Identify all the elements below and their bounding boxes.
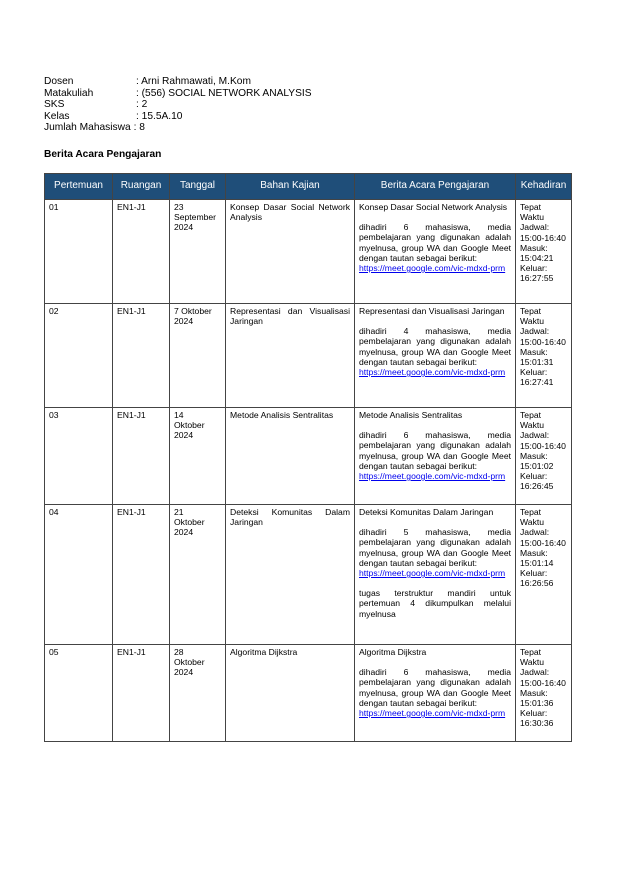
kehadiran-line: Masuk: (520, 450, 548, 461)
table-row (45, 408, 572, 505)
kehadiran-line: 16:30:36 (520, 718, 554, 729)
sks-value: : 2 (136, 99, 148, 111)
cell-ruangan: EN1-J1 (113, 304, 170, 408)
tanggal-line: September (174, 212, 217, 223)
kehadiran-line: 15:00-16:40 (520, 677, 566, 688)
col-header-tanggal: Tanggal (170, 174, 226, 200)
table-row (45, 505, 572, 645)
cell-bahan-kajian: Deteksi Komunitas Dalam Jaringan (226, 505, 355, 645)
kehadiran-line: Waktu (520, 316, 545, 327)
kehadiran-line: Keluar: (520, 568, 548, 579)
cell-tanggal (170, 304, 226, 408)
cell-ruangan: EN1-J1 (113, 505, 170, 645)
kehadiran-line: Masuk: (520, 547, 548, 558)
cell-tanggal (170, 200, 226, 304)
cell-berita-acara (355, 505, 516, 645)
kehadiran-line: 16:26:56 (520, 578, 554, 589)
kehadiran-line: Waktu (520, 420, 545, 431)
cell-berita-acara (355, 645, 516, 742)
cell-ruangan: EN1-J1 (113, 408, 170, 505)
tanggal-line: 28 (174, 647, 184, 657)
kehadiran-line: Tepat (520, 647, 542, 657)
cell-pertemuan: 03 (45, 408, 113, 505)
cell-pertemuan: 05 (45, 645, 113, 742)
cell-tanggal (170, 645, 226, 742)
table-row (45, 645, 572, 742)
col-header-pertemuan: Pertemuan (45, 174, 113, 200)
cell-pertemuan: 04 (45, 505, 113, 645)
berita-extra: tugas terstruktur mandiri untuk pertemuan 4 dikumpulkan melalui myelnusa (359, 588, 511, 619)
kehadiran-line: Keluar: (520, 471, 548, 482)
kehadiran-line: Tepat (520, 306, 542, 316)
kehadiran-line: 16:27:55 (520, 273, 554, 284)
cell-berita-acara (355, 408, 516, 505)
jumlah-label: Jumlah Mahasiswa (44, 122, 131, 134)
matakuliah-value: : (556) SOCIAL NETWORK ANALYSIS (136, 87, 312, 99)
berita-title: Deteksi Komunitas Dalam Jaringan (359, 507, 494, 517)
tanggal-line: 2024 (174, 667, 194, 678)
table-row (45, 200, 572, 304)
kehadiran-line: Keluar: (520, 708, 548, 719)
kehadiran-line: 15:00-16:40 (520, 232, 566, 243)
berita-acara-table (44, 173, 572, 742)
cell-kehadiran (516, 200, 572, 304)
cell-bahan-kajian: Algoritma Dijkstra (226, 645, 355, 742)
jumlah-value: : 8 (133, 122, 145, 134)
cell-kehadiran (516, 505, 572, 645)
berita-body: dihadiri 4 mahasiswa, media pembelajaran yang digunakan adalah myelnusa, group WA dan Google Meet dengan tautan sebagai berikut: (359, 326, 511, 367)
kehadiran-line: Waktu (520, 657, 545, 668)
kehadiran-line: Jadwal: (520, 527, 550, 538)
meet-link[interactable]: https://meet.google.com/vic-mdxd-prm (359, 367, 506, 378)
info-row-matakuliah (44, 88, 312, 100)
tanggal-line: 2024 (174, 527, 194, 538)
kelas-label: Kelas (44, 110, 70, 122)
cell-bahan-kajian: Representasi dan Visualisasi Jaringan (226, 304, 355, 408)
table-header-row (45, 174, 572, 200)
berita-body: dihadiri 5 mahasiswa, media pembelajaran yang digunakan adalah myelnusa, group WA dan Google Meet dengan tautan sebagai berikut: (359, 527, 511, 568)
kehadiran-line: 15:00-16:40 (520, 537, 566, 548)
berita-body: dihadiri 6 mahasiswa, media pembelajaran yang digunakan adalah myelnusa, group WA dan Google Meet dengan tautan sebagai berikut: (359, 667, 511, 708)
kehadiran-line: Masuk: (520, 242, 548, 253)
kehadiran-line: 15:00-16:40 (520, 336, 566, 347)
cell-berita-acara (355, 304, 516, 408)
col-header-bahan-kajian: Bahan Kajian (226, 174, 355, 200)
kehadiran-line: Tepat (520, 507, 542, 517)
tanggal-line: 2024 (174, 222, 194, 233)
kelas-value: : 15.5A.10 (136, 110, 183, 122)
kehadiran-line: Waktu (520, 517, 545, 528)
tanggal-line: Oktober (174, 517, 205, 528)
berita-title: Konsep Dasar Social Network Analysis (359, 202, 508, 212)
cell-ruangan: EN1-J1 (113, 200, 170, 304)
kehadiran-line: Jadwal: (520, 667, 550, 678)
course-info (44, 76, 312, 134)
kehadiran-line: Keluar: (520, 367, 548, 378)
cell-kehadiran (516, 645, 572, 742)
kehadiran-line: 15:01:36 (520, 698, 554, 709)
meet-link[interactable]: https://meet.google.com/vic-mdxd-prm (359, 263, 506, 274)
kehadiran-line: 15:04:21 (520, 253, 554, 264)
kehadiran-line: 15:01:02 (520, 461, 554, 472)
berita-body: dihadiri 6 mahasiswa, media pembelajaran yang digunakan adalah myelnusa, group WA dan Google Meet dengan tautan sebagai berikut: (359, 430, 511, 471)
cell-pertemuan: 02 (45, 304, 113, 408)
kehadiran-line: Tepat (520, 410, 542, 420)
matakuliah-label: Matakuliah (44, 87, 94, 99)
tanggal-line: 2024 (174, 430, 194, 441)
info-row-dosen (44, 76, 312, 88)
cell-tanggal (170, 505, 226, 645)
cell-bahan-kajian: Metode Analisis Sentralitas (226, 408, 355, 505)
cell-ruangan: EN1-J1 (113, 645, 170, 742)
cell-bahan-kajian: Konsep Dasar Social Network Analysis (226, 200, 355, 304)
kehadiran-line: Tepat (520, 202, 542, 212)
kehadiran-line: Masuk: (520, 346, 548, 357)
dosen-value: : Arni Rahmawati, M.Kom (136, 76, 251, 87)
tanggal-line: 2024 (174, 316, 194, 327)
kehadiran-line: 16:27:41 (520, 377, 554, 388)
berita-title: Metode Analisis Sentralitas (359, 410, 463, 420)
info-row-kelas (44, 111, 312, 123)
kehadiran-line: 15:01:14 (520, 558, 554, 569)
kehadiran-line: 15:00-16:40 (520, 440, 566, 451)
cell-kehadiran (516, 304, 572, 408)
tanggal-line: 7 Oktober (174, 306, 212, 316)
kehadiran-line: 16:26:45 (520, 481, 554, 492)
kehadiran-line: Waktu (520, 212, 545, 223)
tanggal-line: 14 (174, 410, 184, 420)
cell-kehadiran (516, 408, 572, 505)
berita-body: dihadiri 6 mahasiswa, media pembelajaran yang digunakan adalah myelnusa, group WA dan Google Meet dengan tautan sebagai berikut: (359, 222, 511, 263)
info-row-sks (44, 99, 312, 111)
cell-berita-acara (355, 200, 516, 304)
kehadiran-line: Jadwal: (520, 326, 550, 337)
cell-pertemuan: 01 (45, 200, 113, 304)
table-row (45, 304, 572, 408)
col-header-kehadiran: Kehadiran (516, 174, 572, 200)
kehadiran-line: 15:01:31 (520, 357, 554, 368)
info-row-jumlah (44, 122, 312, 134)
dosen-label: Dosen (44, 76, 74, 87)
meet-link[interactable]: https://meet.google.com/vic-mdxd-prm (359, 471, 506, 482)
kehadiran-line: Jadwal: (520, 222, 550, 233)
kehadiran-line: Keluar: (520, 263, 548, 274)
tanggal-line: 23 (174, 202, 184, 212)
tanggal-line: Oktober (174, 420, 205, 431)
tanggal-line: 21 (174, 507, 184, 517)
sks-label: SKS (44, 99, 65, 111)
berita-title: Representasi dan Visualisasi Jaringan (359, 306, 505, 316)
berita-title: Algoritma Dijkstra (359, 647, 427, 657)
section-title: Berita Acara Pengajaran (44, 149, 162, 160)
kehadiran-line: Jadwal: (520, 430, 550, 441)
meet-link[interactable]: https://meet.google.com/vic-mdxd-prm (359, 708, 506, 719)
col-header-berita-acara: Berita Acara Pengajaran (355, 174, 516, 200)
cell-tanggal (170, 408, 226, 505)
meet-link[interactable]: https://meet.google.com/vic-mdxd-prm (359, 568, 506, 579)
tanggal-line: Oktober (174, 657, 205, 668)
kehadiran-line: Masuk: (520, 687, 548, 698)
col-header-ruangan: Ruangan (113, 174, 170, 200)
